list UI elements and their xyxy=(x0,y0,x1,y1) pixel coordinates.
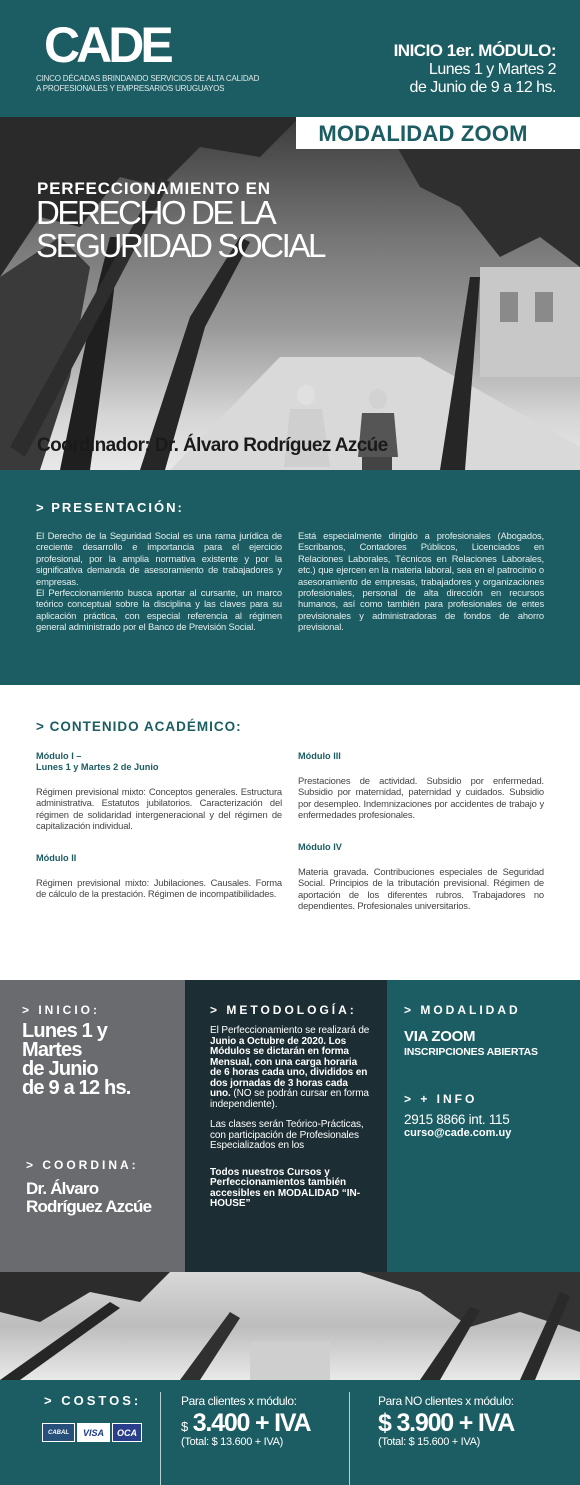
course-title-line-2: SEGURIDAD SOCIAL xyxy=(36,227,325,264)
nonclients-price-total: (Total: $ 15.600 + IVA) xyxy=(378,1436,481,1448)
coordinator-line: Coordinador: Dr. Álvaro Rodríguez Azcúe xyxy=(37,435,388,456)
module-4 xyxy=(298,842,544,912)
presentation-column-2: Está especialmente dirigido a profesionales (Abogados, Escribanos, Contadores Públicos, Licenciados en Relaciones Laborales, Técnicos en Relaciones Laborales, etc.) que ejercen en la materia laboral, sea en el patrocinio o asesoramiento de empresas, trabajadores y organizaciones profesionales, personal de alta dirección en recursos humanos, así como también para profesionales de entes previsionales y administradoras de fondos de ahorro previsional. xyxy=(298,530,544,633)
metodologia-p1-bold: Junio a Octubre de 2020. Los Módulos se dictarán en forma Mensual, con una carga horaria de 6 horas cada uno, divididos en dos jornadas de 3 horas cada uno. xyxy=(210,1035,368,1099)
start-date-box xyxy=(394,41,556,97)
inicio-line-3: de Junio xyxy=(22,1058,98,1080)
metodologia-paragraph-2: Las clases serán Teórico-Prácticas, con participación de Profesionales Especializados en los xyxy=(210,1119,364,1151)
course-title-line-1: DERECHO DE LA xyxy=(36,194,275,231)
module-2-text: Régimen previsional mixto: Jubilaciones. Causales. Forma de cálculo de la prestación. Régimen de incompatibilidades. xyxy=(36,877,282,900)
modalidad-heading: > MODALIDAD xyxy=(404,1003,521,1017)
coordina-line-1: Dr. Álvaro xyxy=(26,1179,99,1198)
cade-logo: CADE xyxy=(44,17,170,73)
visa-card-logo: VISA xyxy=(77,1423,110,1442)
module-1-text: Régimen previsional mixto: Conceptos generales. Estructura administrativa. Estatutos jubilatorios. Caracterización del régimen de solidaridad intergeneracional y del régimen de capitalización individual. xyxy=(36,786,282,832)
start-line-2: de Junio de 9 a 12 hs. xyxy=(409,79,556,96)
clients-price-total: (Total: $ 13.600 + IVA) xyxy=(181,1436,284,1448)
costs-divider-1 xyxy=(160,1392,161,1485)
presentation-paragraph-1: El Derecho de la Seguridad Social es una rama jurídica de creciente desarrollo e importancia para el ejercicio profesional, por la amplia normativa existente y por la significativa demanda de asesoramiento de trabajadores y empresas. xyxy=(36,530,282,587)
hero-scene xyxy=(0,117,580,470)
coordina-name xyxy=(26,1180,151,1216)
logo-tagline xyxy=(36,74,259,93)
trees-photo xyxy=(0,1272,580,1380)
module-2 xyxy=(36,853,282,900)
tagline-line-2: A PROFESIONALES Y EMPRESARIOS URUGUAYOS xyxy=(36,83,225,93)
clients-currency: $ xyxy=(181,1419,189,1434)
inicio-line-1: Lunes 1 y xyxy=(22,1020,108,1042)
metodologia-text xyxy=(210,1026,370,1210)
clients-price-amount-row xyxy=(181,1410,310,1436)
start-title: INICIO 1er. MÓDULO: xyxy=(393,41,556,60)
clients-price-label: Para clientes x módulo: xyxy=(181,1394,297,1408)
hero-photo xyxy=(0,117,580,470)
course-kicker: PERFECCIONAMIENTO EN xyxy=(37,179,271,198)
metodologia-heading: > METODOLOGÍA: xyxy=(210,1003,357,1017)
module-2-title: Módulo II xyxy=(36,853,77,863)
nonclients-price-label: Para NO clientes x módulo: xyxy=(378,1394,514,1408)
oca-card-logo: OCA xyxy=(112,1423,142,1442)
content-heading: > CONTENIDO ACADÉMICO: xyxy=(36,719,242,734)
nonclients-price xyxy=(378,1394,514,1448)
zoom-badge-label: MODALIDAD ZOOM xyxy=(318,121,528,146)
inicio-line-4: de 9 a 12 hs. xyxy=(22,1077,131,1099)
inicio-date xyxy=(22,1022,131,1098)
module-3-title: Módulo III xyxy=(298,751,341,761)
presentation-heading: > PRESENTACIÓN: xyxy=(36,500,184,515)
trees-scene xyxy=(0,1272,580,1380)
module-1 xyxy=(36,751,282,832)
presentation-paragraph-2: El Perfeccionamiento busca aportar al cursante, un marco teórico conceptual sobre la disciplina y las claves para su aplicación práctica, con especial referencia al régimen general administrado por el Banco de Previsión Social. xyxy=(36,587,282,633)
info-details xyxy=(404,1112,511,1139)
modalidad-zoom: VIA ZOOM xyxy=(404,1028,476,1045)
module-3-text: Prestaciones de actividad. Subsidio por enfermedad. Subsidio por maternidad, paternidad y cuidados. Subsidio por desempleo. Indemnizaciones por accidentes de trabajo y enfermedades profesionales. xyxy=(298,775,544,821)
module-3 xyxy=(298,751,544,821)
modalidad-details xyxy=(404,1028,538,1058)
inicio-heading: > INICIO: xyxy=(22,1003,101,1017)
clients-price-amount: 3.400 + IVA xyxy=(192,1409,311,1437)
info-heading: > + INFO xyxy=(404,1092,478,1106)
module-4-text: Materia gravada. Contribuciones especiales de Seguridad Social. Principios de la tributación previsional. Régimen de aportación de los diferentes rubros. Trabajadores no dependientes. Profesionales universitarios. xyxy=(298,866,544,912)
nonclients-price-amount: $ 3.900 + IVA xyxy=(378,1409,515,1437)
info-email[interactable]: curso@cade.com.uy xyxy=(404,1127,512,1139)
metodologia-p1-start: El Perfeccionamiento se realizará de xyxy=(210,1025,370,1036)
coordina-line-2: Rodríguez Azcúe xyxy=(26,1197,152,1216)
metodologia-p1-end: (NO se podrán cursar en forma independiente). xyxy=(210,1088,369,1110)
module-4-title: Módulo IV xyxy=(298,842,342,852)
info-phone[interactable]: 2915 8866 int. 115 xyxy=(404,1112,510,1127)
start-line-1: Lunes 1 y Martes 2 xyxy=(428,61,556,78)
tagline-line-1: CINCO DÉCADAS BRINDANDO SERVICIOS DE ALTA CALIDAD xyxy=(36,74,260,83)
presentation-column-1 xyxy=(36,530,282,633)
module-1-subtitle: Lunes 1 y Martes 2 de Junio xyxy=(36,762,159,772)
modalidad-inscriptions: INSCRIPCIONES ABIERTAS xyxy=(404,1046,538,1058)
costs-divider-2 xyxy=(349,1392,350,1485)
metodologia-paragraph-1 xyxy=(210,1026,370,1110)
inicio-line-2: Martes xyxy=(22,1039,82,1061)
cabal-card-logo: CABAL xyxy=(42,1423,75,1442)
module-1-title: Módulo I – xyxy=(36,751,82,761)
coordina-heading: > COORDINA: xyxy=(26,1158,139,1172)
clients-price xyxy=(181,1394,310,1448)
metodologia-inhouse-note: Todos nuestros Cursos y Perfeccionamientos también accesibles en MODALIDAD “IN-HOUSE” xyxy=(210,1166,361,1209)
costs-heading: > COSTOS: xyxy=(44,1393,142,1408)
